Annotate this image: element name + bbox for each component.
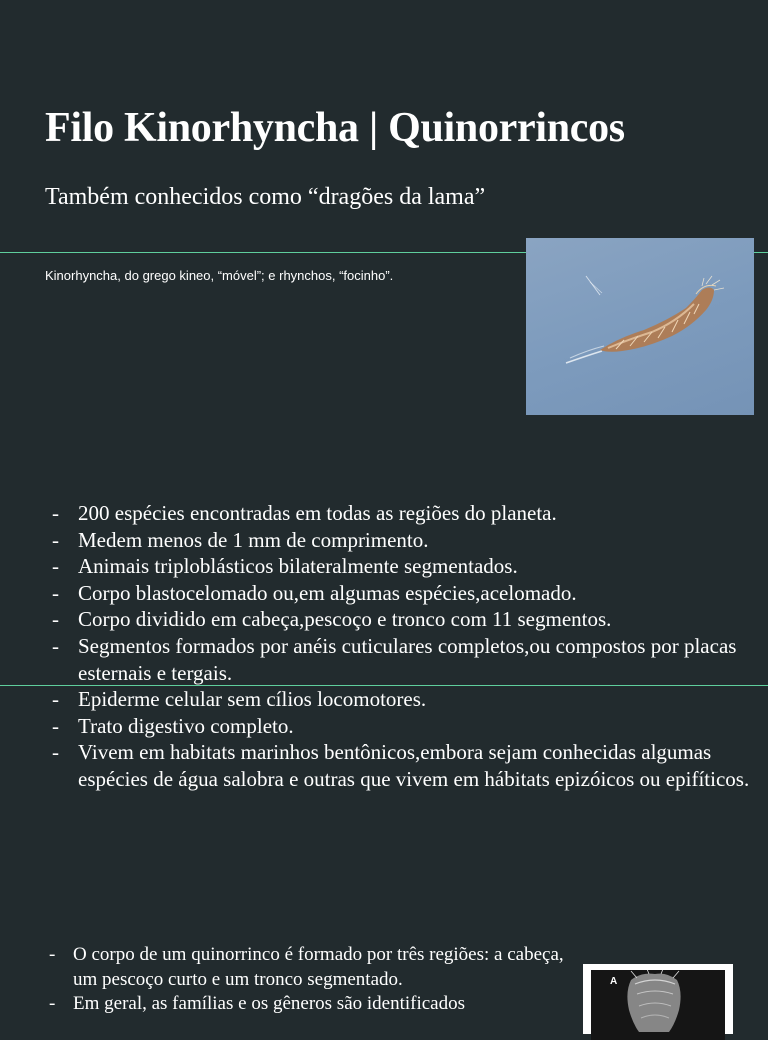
bullet-dash: - xyxy=(52,687,59,712)
figure-panel xyxy=(591,970,725,1040)
list-item: - Segmentos formados por anéis cuticulares completos,ou compostos por placas esternais e tergais. xyxy=(52,633,737,685)
bullet-dash: - xyxy=(52,580,59,605)
bullet-dash: - xyxy=(52,501,59,525)
page-title: Filo Kinorhyncha | Quinorrincos xyxy=(45,105,625,151)
divider-line-middle xyxy=(0,685,768,686)
bullet-dash: - xyxy=(52,633,59,658)
bullet-dash: - xyxy=(52,554,59,579)
list-item: - Medem menos de 1 mm de comprimento. xyxy=(52,527,429,552)
bullet-dash: - xyxy=(49,993,56,1014)
page-subtitle: Também conhecidos como “dragões da lama” xyxy=(45,184,486,210)
bullet-dash: - xyxy=(52,740,59,765)
kinorhyncha-specimen-icon xyxy=(526,238,754,415)
etymology-text: Kinorhyncha, do grego kineo, “móvel”; e rhynchos, “focinho”. xyxy=(45,268,394,283)
list-item: - Trato digestivo completo. xyxy=(52,713,294,738)
kinorhyncha-photo xyxy=(526,238,754,415)
list-item: - Corpo blastocelomado ou,em algumas espécies,acelomado. xyxy=(52,580,577,605)
list-item: - 200 espécies encontradas em todas as regiões do planeta. xyxy=(52,501,557,525)
bullet-dash: - xyxy=(49,944,56,965)
facts-list xyxy=(52,500,752,793)
list-item: - Em geral, as famílias e os gêneros são identificados xyxy=(49,992,569,1017)
body-regions-list xyxy=(49,943,569,1017)
list-item: - Vivem em habitats marinhos bentônicos,embora sejam conhecidas algumas espécies de água salobra e outras que vivem em hábitats epizóicos ou epifíticos. xyxy=(52,740,750,791)
figure-label: A xyxy=(610,976,618,987)
list-item: - O corpo de um quinorrinco é formado por três regiões: a cabeça, um pescoço curto e um tronco segmentado. xyxy=(49,944,564,990)
bullet-dash: - xyxy=(52,607,59,632)
list-item: - Animais triploblásticos bilateralmente segmentados. xyxy=(52,554,518,579)
bullet-dash: - xyxy=(52,713,59,738)
bullet-dash: - xyxy=(52,527,59,552)
list-item: - Epiderme celular sem cílios locomotores. xyxy=(52,687,427,712)
list-item: - Corpo dividido em cabeça,pescoço e tronco com 11 segmentos. xyxy=(52,607,612,632)
